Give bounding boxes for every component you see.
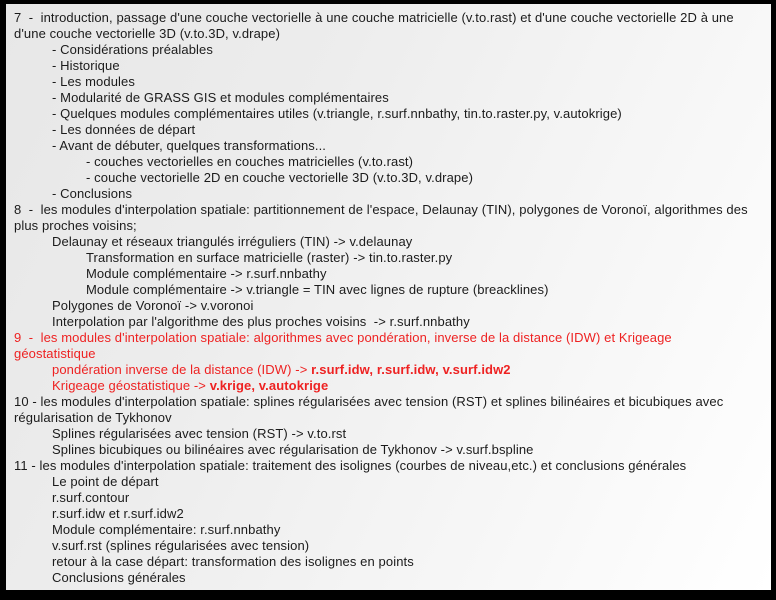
outline-text: - Les données de départ (52, 122, 196, 137)
outline-text: - Considérations préalables (52, 42, 213, 57)
outline-line (14, 74, 771, 90)
outline-text: Interpolation par l'algorithme des plus proches voisins -> r.surf.nnbathy (52, 314, 470, 329)
outline (6, 4, 771, 586)
outline-text: 11 - les modules d'interpolation spatiale: traitement des isolignes (courbes de niveau,etc.) et conclusions générales (14, 458, 687, 473)
outline-text: géostatistique (14, 346, 96, 361)
outline-text: 10 - les modules d'interpolation spatiale: splines régularisées avec tension (RST) et splines bilinéaires et bicubiques avec (14, 394, 724, 409)
outline-line (14, 394, 771, 410)
outline-text: 7 - introduction, passage d'une couche vectorielle à une couche matricielle (v.to.rast) et d'une couche vectorielle 2D à une (14, 10, 734, 25)
outline-line (14, 298, 771, 314)
outline-text: - couche vectorielle 2D en couche vectorielle 3D (v.to.3D, v.drape) (86, 170, 474, 185)
outline-text: retour à la case départ: transformation des isolignes en points (52, 554, 414, 569)
outline-line (14, 522, 771, 538)
outline-line (14, 250, 771, 266)
outline-text: régularisation de Tykhonov (14, 410, 172, 425)
outline-text: d'une couche vectorielle 3D (v.to.3D, v.drape) (14, 26, 281, 41)
outline-text: Module complémentaire -> v.triangle = TIN avec lignes de rupture (breacklines) (86, 282, 549, 297)
outline-line (14, 42, 771, 58)
outline-line (14, 362, 771, 378)
outline-text: - Avant de débuter, quelques transformations... (52, 138, 327, 153)
outline-text: - couches vectorielles en couches matricielles (v.to.rast) (86, 154, 414, 169)
outline-line (14, 10, 771, 26)
outline-text: plus proches voisins; (14, 218, 137, 233)
outline-line (14, 234, 771, 250)
outline-text: - Conclusions (52, 186, 133, 201)
outline-line (14, 426, 771, 442)
outline-text: Splines bicubiques ou bilinéaires avec régularisation de Tykhonov -> v.surf.bspline (52, 442, 534, 457)
module-name-text: v.krige, v.autokrige (209, 378, 329, 393)
outline-line (14, 58, 771, 74)
outline-text: v.surf.rst (splines régularisées avec tension) (52, 538, 310, 553)
outline-line (14, 554, 771, 570)
outline-text: Conclusions générales (52, 570, 186, 585)
outline-text: - Historique (52, 58, 120, 73)
outline-line (14, 138, 771, 154)
outline-text: Transformation en surface matricielle (raster) -> tin.to.raster.py (86, 250, 453, 265)
outline-text: Delaunay et réseaux triangulés irréguliers (TIN) -> v.delaunay (52, 234, 413, 249)
outline-line (14, 490, 771, 506)
outline-line (14, 506, 771, 522)
outline-line (14, 26, 771, 42)
outline-line (14, 410, 771, 426)
module-name-text: r.surf.idw, r.surf.idw, v.surf.idw2 (311, 362, 511, 377)
outline-line (14, 218, 771, 234)
document-page (6, 4, 771, 590)
outline-text: 8 - les modules d'interpolation spatiale: partitionnement de l'espace, Delaunay (TIN), polygones de Voronoï, algorithmes des (14, 202, 748, 217)
outline-text: 9 - les modules d'interpolation spatiale: algorithmes avec pondération, inverse de la distance (IDW) et Krigeage (14, 330, 672, 345)
outline-line (14, 186, 771, 202)
outline-text: Splines régularisées avec tension (RST) -> v.to.rst (52, 426, 347, 441)
outline-line (14, 570, 771, 586)
outline-line (14, 378, 771, 394)
outline-text: pondération inverse de la distance (IDW) -> (52, 362, 312, 377)
outline-line (14, 154, 771, 170)
outline-text: Polygones de Voronoï -> v.voronoi (52, 298, 254, 313)
outline-text: - Les modules (52, 74, 135, 89)
outline-line (14, 282, 771, 298)
outline-text: r.surf.contour (52, 490, 130, 505)
outline-line (14, 266, 771, 282)
outline-line (14, 314, 771, 330)
outline-line (14, 538, 771, 554)
outline-line (14, 122, 771, 138)
outline-line (14, 330, 771, 346)
outline-text: Module complémentaire -> r.surf.nnbathy (86, 266, 327, 281)
outline-text: - Quelques modules complémentaires utiles (v.triangle, r.surf.nnbathy, tin.to.raster.py, v.autokrige) (52, 106, 622, 121)
outline-line (14, 170, 771, 186)
outline-text: Module complémentaire: r.surf.nnbathy (52, 522, 281, 537)
outline-line (14, 346, 771, 362)
outline-text: Krigeage géostatistique -> (52, 378, 210, 393)
outline-line (14, 90, 771, 106)
outline-text: r.surf.idw et r.surf.idw2 (52, 506, 184, 521)
outline-line (14, 458, 771, 474)
outline-text: - Modularité de GRASS GIS et modules complémentaires (52, 90, 389, 105)
outline-line (14, 474, 771, 490)
outline-text: Le point de départ (52, 474, 159, 489)
outline-line (14, 202, 771, 218)
outline-line (14, 106, 771, 122)
outline-line (14, 442, 771, 458)
